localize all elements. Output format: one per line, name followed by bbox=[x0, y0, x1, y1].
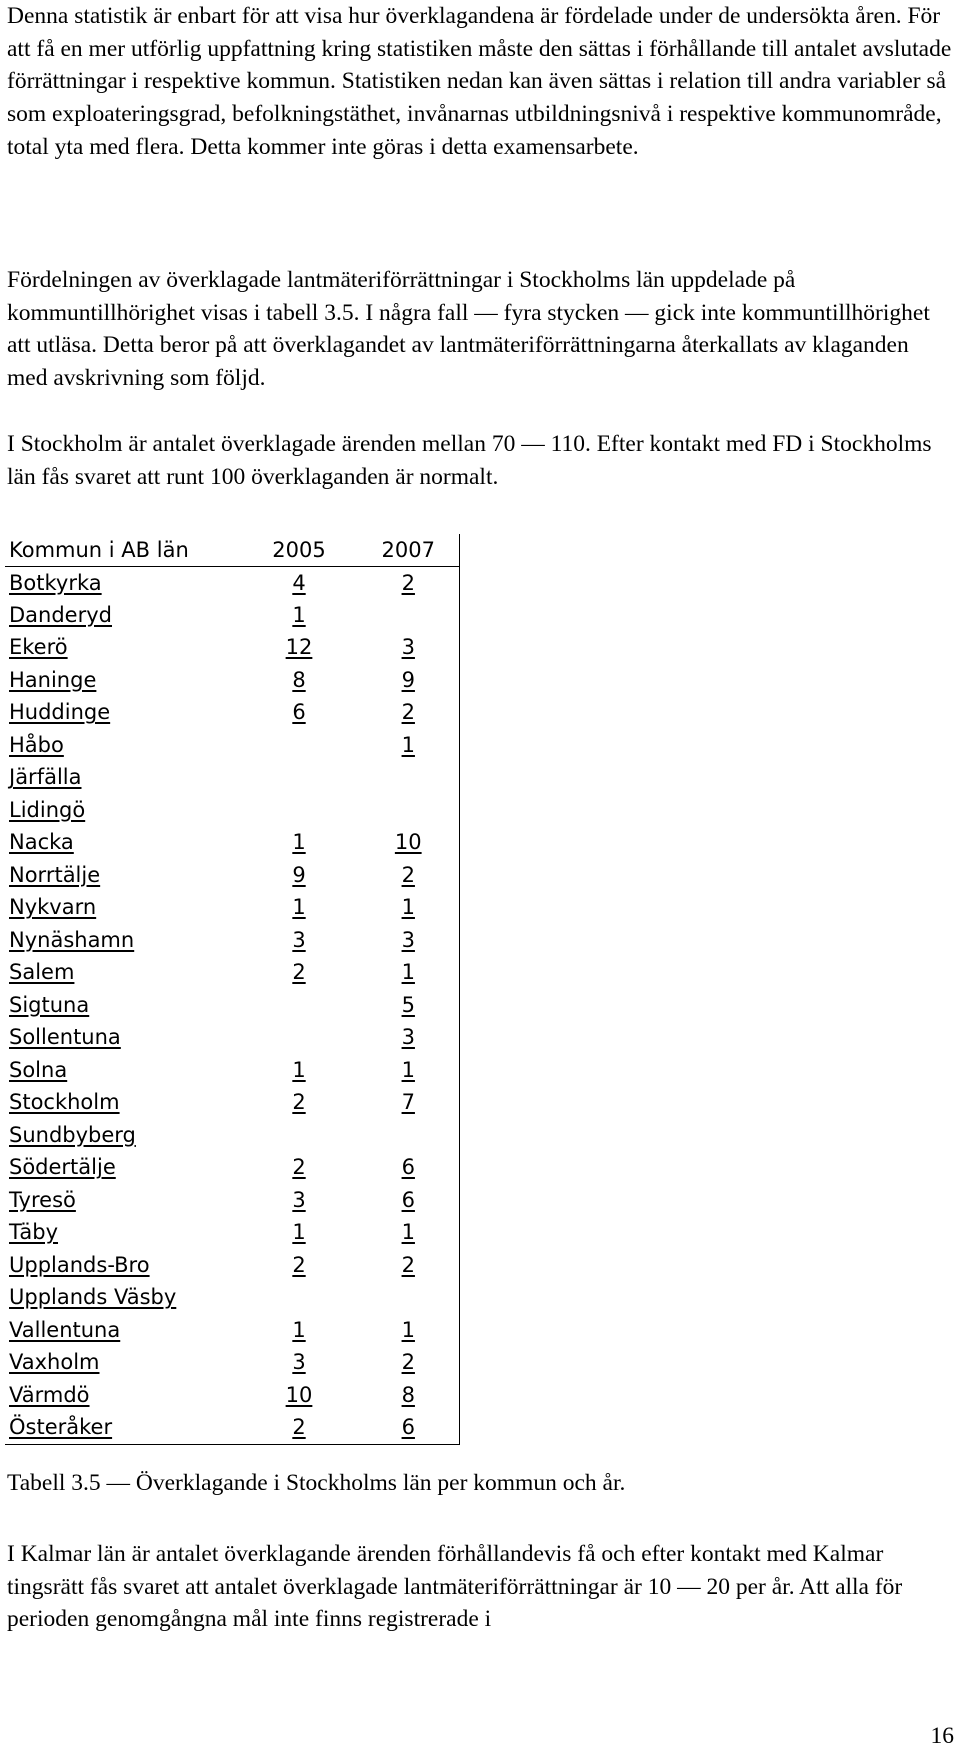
cell-2005: 2 bbox=[292, 1090, 306, 1115]
table-row bbox=[5, 1087, 459, 1120]
table-row bbox=[5, 989, 459, 1022]
paragraph-kalmar: I Kalmar län är antalet överklagande ärenden förhållandevis få och efter kontakt med Kalmar tingsrätt fås svaret att antalet överklagade lantmäteriförrättningar är 10 — 20 per år. Att alla för perioden genomgångna mål inte finns registrerade i bbox=[7, 1541, 903, 1633]
cell-municipality: Haninge bbox=[9, 667, 97, 692]
table-row bbox=[5, 567, 459, 600]
table-caption: Tabell 3.5 — Överklagande i Stockholms län per kommun och år. bbox=[7, 1470, 626, 1496]
cell-2005: 9 bbox=[292, 862, 306, 887]
cell-2007: 2 bbox=[358, 697, 459, 730]
cell-municipality: Sigtuna bbox=[9, 992, 90, 1017]
cell-2007: 9 bbox=[358, 664, 459, 697]
table-row bbox=[5, 794, 459, 827]
cell-2007: 2 bbox=[358, 859, 459, 892]
table-row bbox=[5, 1282, 459, 1315]
table-row bbox=[5, 957, 459, 990]
cell-2005 bbox=[240, 729, 358, 762]
cell-2005 bbox=[240, 1022, 358, 1055]
cell-2007 bbox=[358, 1119, 459, 1152]
table-row bbox=[5, 762, 459, 795]
cell-2005: 6 bbox=[292, 700, 306, 725]
table-row bbox=[5, 1217, 459, 1250]
cell-2005: 8 bbox=[292, 667, 306, 692]
cell-2007: 7 bbox=[358, 1087, 459, 1120]
paragraph-stockholm: I Stockholm är antalet överklagade ärenden mellan 70 — 110. Efter kontakt med FD i Stockholms län fås svaret att runt 100 överklaganden är normalt. bbox=[7, 431, 932, 490]
cell-2005 bbox=[240, 762, 358, 795]
cell-2007: 1 bbox=[358, 957, 459, 990]
cell-municipality: Sundbyberg bbox=[9, 1122, 136, 1147]
cell-municipality: Järfälla bbox=[9, 765, 82, 790]
table-row bbox=[5, 697, 459, 730]
cell-municipality: Upplands Väsby bbox=[9, 1285, 177, 1310]
table-row bbox=[5, 1347, 459, 1380]
table-row bbox=[5, 924, 459, 957]
cell-2005: 3 bbox=[292, 1350, 306, 1375]
cell-2005: 1 bbox=[292, 1057, 306, 1082]
table-row bbox=[5, 859, 459, 892]
cell-2005: 10 bbox=[285, 1382, 313, 1407]
cell-2007: 1 bbox=[358, 892, 459, 925]
cell-2005: 2 bbox=[240, 1412, 358, 1445]
cell-2007: 1 bbox=[358, 1314, 459, 1347]
cell-2007: 3 bbox=[358, 924, 459, 957]
cell-municipality: Huddinge bbox=[9, 700, 111, 725]
header-2007: 2007 bbox=[358, 534, 459, 567]
cell-municipality: Håbo bbox=[9, 732, 64, 757]
cell-2007 bbox=[358, 1282, 459, 1315]
cell-municipality: Stockholm bbox=[9, 1090, 120, 1115]
cell-2007: 5 bbox=[358, 989, 459, 1022]
cell-2007: 1 bbox=[358, 1054, 459, 1087]
table-row bbox=[5, 1379, 459, 1412]
table-row bbox=[5, 599, 459, 632]
table-header-row bbox=[5, 534, 459, 567]
cell-municipality: Vaxholm bbox=[9, 1350, 100, 1375]
cell-2007: 3 bbox=[358, 1022, 459, 1055]
cell-2007: 2 bbox=[358, 1249, 459, 1282]
cell-2005: 3 bbox=[292, 927, 306, 952]
appeals-table bbox=[5, 534, 460, 1445]
cell-2005: 3 bbox=[292, 1187, 306, 1212]
cell-2007 bbox=[358, 762, 459, 795]
cell-2005: 2 bbox=[292, 1155, 306, 1180]
paragraph-statistics-intro: Denna statistik är enbart för att visa hur överklagandena är fördelade under de undersökta åren. För att få en mer utförlig uppfattning kring statistiken måste den sättas i förhållande till antalet avslutade förrättningar i respektive kommun. Statistiken nedan kan även sättas i relation till andra variabler så som exploateringsgrad, befolkningstäthet, invånarnas utbildningsnivå i respektive kommunområde, total yta med flera. Detta kommer inte göras i detta examensarbete. bbox=[7, 3, 952, 160]
cell-2007: 6 bbox=[358, 1152, 459, 1185]
cell-municipality: Österåker bbox=[5, 1412, 240, 1445]
cell-municipality: Nacka bbox=[9, 830, 74, 855]
cell-2007: 6 bbox=[358, 1412, 459, 1445]
paragraph-distribution: Fördelningen av överklagade lantmäteriförrättningar i Stockholms län uppdelade på kommuntillhörighet visas i tabell 3.5. I några fall — fyra stycken — gick inte kommuntillhörighet att utläsa. Detta beror på att överklagandet av lantmäteriförrättningarna återkallats av klaganden med avskrivning som följd. bbox=[7, 267, 930, 392]
cell-2005: 2 bbox=[292, 1252, 306, 1277]
table-row bbox=[5, 664, 459, 697]
cell-municipality: Nykvarn bbox=[9, 895, 97, 920]
table-row bbox=[5, 1249, 459, 1282]
cell-2007 bbox=[358, 794, 459, 827]
cell-municipality: Norrtälje bbox=[9, 862, 101, 887]
cell-2005: 1 bbox=[292, 830, 306, 855]
cell-municipality: Lidingö bbox=[9, 797, 86, 822]
cell-municipality: Ekerö bbox=[9, 635, 68, 660]
cell-municipality: Botkyrka bbox=[9, 570, 102, 595]
cell-2007: 2 bbox=[358, 567, 459, 600]
cell-2005: 1 bbox=[292, 895, 306, 920]
cell-2005: 12 bbox=[285, 635, 313, 660]
cell-municipality: Vallentuna bbox=[9, 1317, 121, 1342]
cell-2007: 10 bbox=[358, 827, 459, 860]
cell-2005: 1 bbox=[292, 602, 306, 627]
cell-2007: 6 bbox=[358, 1184, 459, 1217]
cell-2005: 2 bbox=[292, 960, 306, 985]
table-row bbox=[5, 1119, 459, 1152]
cell-2007 bbox=[358, 599, 459, 632]
cell-2007: 3 bbox=[358, 632, 459, 665]
cell-municipality: Nynäshamn bbox=[9, 927, 135, 952]
table-row bbox=[5, 827, 459, 860]
cell-2005 bbox=[240, 1119, 358, 1152]
page-number: 16 bbox=[930, 1723, 954, 1749]
cell-municipality: Salem bbox=[9, 960, 75, 985]
table-row bbox=[5, 1152, 459, 1185]
table-row bbox=[5, 1054, 459, 1087]
table-row bbox=[5, 1022, 459, 1055]
cell-2005: 1 bbox=[292, 1220, 306, 1245]
cell-2007: 1 bbox=[358, 729, 459, 762]
cell-municipality: Tyresö bbox=[9, 1187, 76, 1212]
cell-2007: 1 bbox=[358, 1217, 459, 1250]
cell-municipality: Södertälje bbox=[9, 1155, 116, 1180]
table-row bbox=[5, 892, 459, 925]
header-2005: 2005 bbox=[240, 534, 358, 567]
cell-municipality: Solna bbox=[9, 1057, 68, 1082]
table-row bbox=[5, 632, 459, 665]
table-row bbox=[5, 1412, 459, 1445]
table-row bbox=[5, 1314, 459, 1347]
cell-2005: 4 bbox=[292, 570, 306, 595]
cell-municipality: Upplands-Bro bbox=[9, 1252, 150, 1277]
cell-municipality: Sollentuna bbox=[9, 1025, 121, 1050]
table-row bbox=[5, 1184, 459, 1217]
cell-municipality: Täby bbox=[9, 1220, 59, 1245]
cell-2007: 8 bbox=[358, 1379, 459, 1412]
cell-municipality: Danderyd bbox=[9, 602, 112, 627]
cell-municipality: Värmdö bbox=[9, 1382, 90, 1407]
cell-2005 bbox=[240, 794, 358, 827]
table-row bbox=[5, 729, 459, 762]
cell-2005 bbox=[240, 989, 358, 1022]
cell-2005: 1 bbox=[292, 1317, 306, 1342]
cell-2007: 2 bbox=[358, 1347, 459, 1380]
table-body bbox=[5, 567, 459, 1445]
cell-2005 bbox=[240, 1282, 358, 1315]
header-municipality: Kommun i AB län bbox=[5, 534, 240, 567]
